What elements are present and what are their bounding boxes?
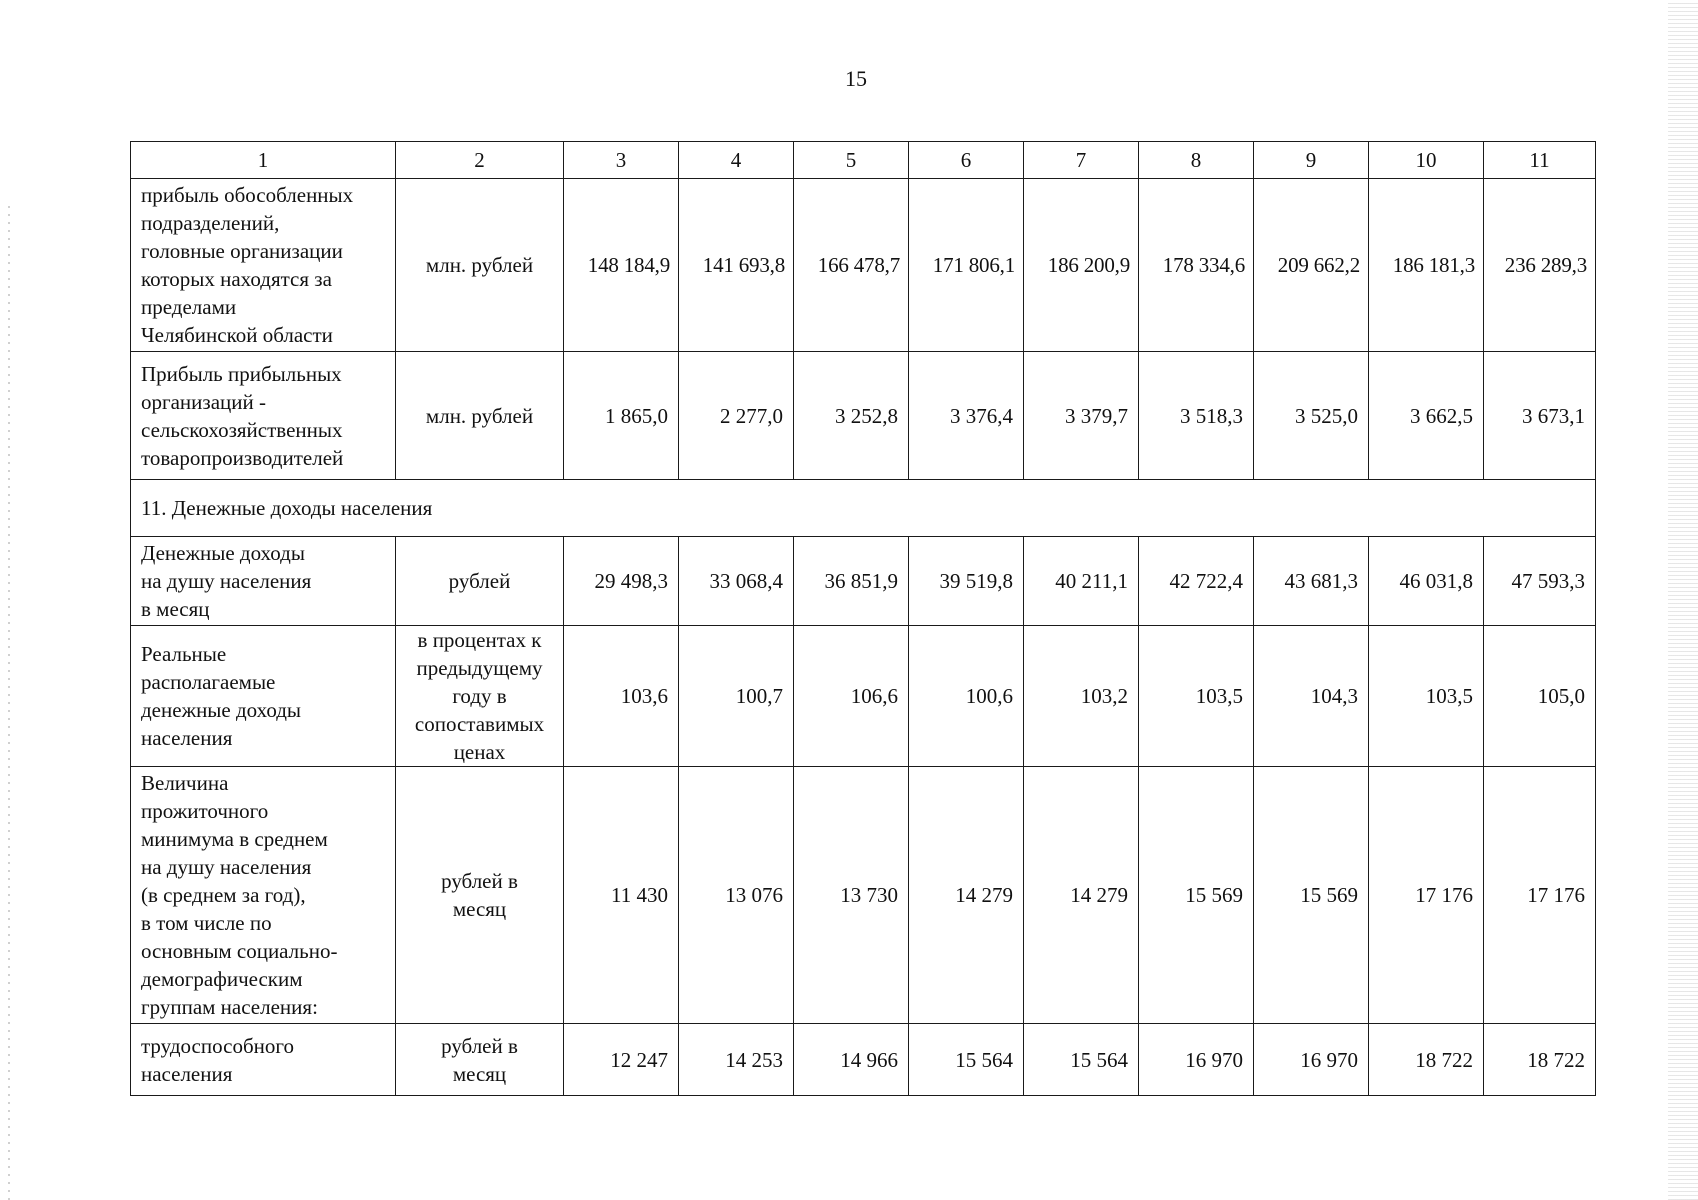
value-cell: 39 519,8 [909, 537, 1024, 626]
unit: млн. рублей [396, 352, 564, 480]
value-cell: 178 334,6 [1139, 179, 1254, 352]
value-cell: 46 031,8 [1369, 537, 1484, 626]
column-number: 3 [564, 142, 679, 179]
value-cell: 103,2 [1024, 626, 1139, 767]
table-row [131, 626, 1596, 767]
value-cell: 2 277,0 [679, 352, 794, 480]
value-cell: 18 722 [1369, 1024, 1484, 1096]
page-number: 15 [845, 66, 867, 91]
value-cell: 103,5 [1369, 626, 1484, 767]
column-number: 1 [131, 142, 396, 179]
unit: млн. рублей [396, 179, 564, 352]
column-number: 11 [1484, 142, 1596, 179]
value-cell: 166 478,7 [794, 179, 909, 352]
column-number-row [131, 142, 1596, 179]
indicator-name: Денежные доходы на душу населения в месяц [131, 537, 396, 626]
indicator-name: трудоспособного населения [131, 1024, 396, 1096]
value-cell: 17 176 [1484, 767, 1596, 1024]
table-row [131, 537, 1596, 626]
value-cell: 100,7 [679, 626, 794, 767]
value-cell: 141 693,8 [679, 179, 794, 352]
value-cell: 3 376,4 [909, 352, 1024, 480]
column-number: 7 [1024, 142, 1139, 179]
indicator-name: Величина прожиточного минимума в среднем на душу населения (в среднем за год), в том числе по основным социально- демографическим группам населения: [131, 767, 396, 1024]
unit: рублей в месяц [396, 1024, 564, 1096]
value-cell: 148 184,9 [564, 179, 679, 352]
column-number: 5 [794, 142, 909, 179]
value-cell: 14 279 [909, 767, 1024, 1024]
value-cell: 29 498,3 [564, 537, 679, 626]
value-cell: 16 970 [1254, 1024, 1369, 1096]
value-cell: 3 662,5 [1369, 352, 1484, 480]
value-cell: 42 722,4 [1139, 537, 1254, 626]
value-cell: 17 176 [1369, 767, 1484, 1024]
value-cell: 15 564 [1024, 1024, 1139, 1096]
value-cell: 103,6 [564, 626, 679, 767]
value-cell: 103,5 [1139, 626, 1254, 767]
value-cell: 3 518,3 [1139, 352, 1254, 480]
value-cell: 104,3 [1254, 626, 1369, 767]
unit: рублей [396, 537, 564, 626]
column-number: 4 [679, 142, 794, 179]
value-cell: 106,6 [794, 626, 909, 767]
table-row [131, 179, 1596, 352]
indicator-name: Реальные располагаемые денежные доходы населения [131, 626, 396, 767]
value-cell: 171 806,1 [909, 179, 1024, 352]
column-number: 6 [909, 142, 1024, 179]
value-cell: 186 200,9 [1024, 179, 1139, 352]
value-cell: 40 211,1 [1024, 537, 1139, 626]
value-cell: 15 564 [909, 1024, 1024, 1096]
indicator-name: Прибыль прибыльных организаций - сельскохозяйственных товаропроизводителей [131, 352, 396, 480]
value-cell: 14 253 [679, 1024, 794, 1096]
value-cell: 15 569 [1254, 767, 1369, 1024]
indicator-name: прибыль обособленных подразделений, головные организации которых находятся за пределами Челябинской области [131, 179, 396, 352]
unit: в процентах к предыдущему году в сопоставимых ценах [396, 626, 564, 767]
value-cell: 43 681,3 [1254, 537, 1369, 626]
value-cell: 3 252,8 [794, 352, 909, 480]
section-heading: 11. Денежные доходы населения [131, 480, 1596, 537]
value-cell: 18 722 [1484, 1024, 1596, 1096]
value-cell: 33 068,4 [679, 537, 794, 626]
value-cell: 105,0 [1484, 626, 1596, 767]
value-cell: 209 662,2 [1254, 179, 1369, 352]
value-cell: 3 379,7 [1024, 352, 1139, 480]
value-cell: 15 569 [1139, 767, 1254, 1024]
indicator-table [130, 141, 1596, 1096]
value-cell: 47 593,3 [1484, 537, 1596, 626]
table-row [131, 1024, 1596, 1096]
value-cell: 236 289,3 [1484, 179, 1596, 352]
value-cell: 36 851,9 [794, 537, 909, 626]
column-number: 2 [396, 142, 564, 179]
table-row [131, 352, 1596, 480]
value-cell: 16 970 [1139, 1024, 1254, 1096]
table-row [131, 767, 1596, 1024]
unit: рублей в месяц [396, 767, 564, 1024]
column-number: 9 [1254, 142, 1369, 179]
scan-right-edge [1668, 0, 1698, 1200]
value-cell: 3 673,1 [1484, 352, 1596, 480]
value-cell: 13 076 [679, 767, 794, 1024]
value-cell: 14 966 [794, 1024, 909, 1096]
value-cell: 1 865,0 [564, 352, 679, 480]
value-cell: 100,6 [909, 626, 1024, 767]
column-number: 8 [1139, 142, 1254, 179]
value-cell: 11 430 [564, 767, 679, 1024]
section-row [131, 480, 1596, 537]
value-cell: 186 181,3 [1369, 179, 1484, 352]
value-cell: 14 279 [1024, 767, 1139, 1024]
value-cell: 3 525,0 [1254, 352, 1369, 480]
value-cell: 12 247 [564, 1024, 679, 1096]
column-number: 10 [1369, 142, 1484, 179]
value-cell: 13 730 [794, 767, 909, 1024]
scan-left-edge [8, 200, 10, 1200]
